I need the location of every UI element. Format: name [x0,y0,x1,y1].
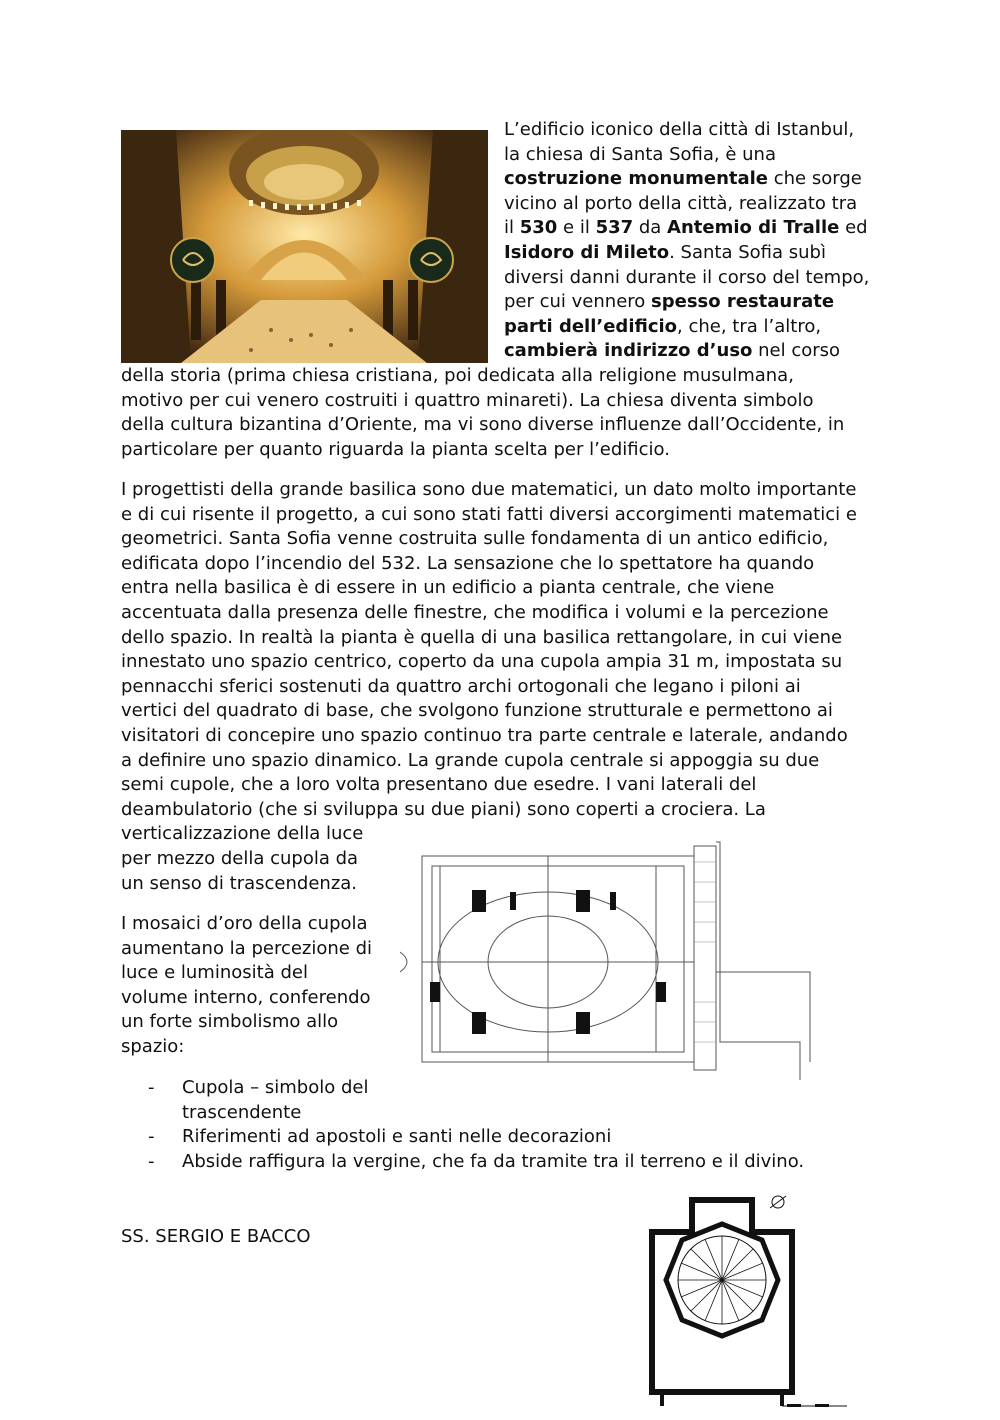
bold-text: cambierà indirizzo d’uso [504,340,753,362]
paragraph-line: semi cupole, che a loro volta presentano due esedre. I vani laterali del [121,774,757,796]
paragraph-line: dello spazio. In realtà la pianta è quella di una basilica rettangolare, in cui viene [121,626,843,648]
text-run: da [633,217,668,239]
bullet-item [148,1150,804,1175]
text-run: della storia (prima chiesa cristiana, poi dedicata alla religione musulmana, [121,364,794,386]
intro-line [121,118,881,143]
intro-line [121,364,881,389]
intro-line [121,339,881,364]
paragraph-line: geometrici. Santa Sofia venne costruita sulle fondamenta di un antico edificio, [121,528,829,550]
text-run: il [504,217,520,239]
text-run: e il [557,217,596,239]
bullet-item [148,1076,804,1125]
paragraph-line: deambulatorio (che si sviluppa su due piani) sono coperti a crociera. La [121,798,766,820]
bullet-text: Cupola – simbolo del [182,1077,369,1098]
paragraph-line: un forte simbolismo allo [121,1011,339,1033]
paragraph-line: visitatori di concepire uno spazio continuo tra parte centrale e laterale, andando [121,724,848,746]
text-run: che sorge [768,168,862,190]
paragraph-line: per mezzo della cupola da [121,847,359,869]
bold-text: Isidoro di Mileto [504,241,670,263]
bullet-dash: - [148,1126,155,1148]
text-run: nel corso [752,340,841,362]
text-run: per cui vennero [504,291,652,313]
intro-line [121,266,881,291]
bullet-text: trascendente [182,1101,302,1123]
bullet-dash: - [148,1150,155,1172]
text-run: . Santa Sofia subì [669,241,826,263]
paragraph-line: volume interno, conferendo [121,986,371,1008]
bold-text: costruzione monumentale [504,168,769,190]
bullet-list [148,1076,804,1174]
paragraph-line: luce e luminosità del [121,962,308,984]
text-run: della cultura bizantina d’Oriente, ma vi sono diverse influenze dall’Occidente, in [121,414,845,436]
paragraph-line: verticalizzazione della luce [121,823,364,845]
intro-line [121,413,881,438]
intro-line [121,216,881,241]
bold-text: 537 [595,217,634,239]
bold-text: 530 [519,217,558,239]
paragraph-line: innestato uno spazio centrico, coperto da una cupola ampia 31 m, impostata su [121,651,843,673]
paragraph-line: I progettisti della grande basilica sono due matematici, un dato molto importante [121,479,857,500]
bold-text: spesso restaurate [651,291,835,313]
bullet-item [148,1125,804,1150]
bold-text: parti dell’edificio [504,315,678,337]
bold-text: Antemio di Tralle [667,217,840,239]
paragraph-line: vertici del quadrato di base, che svolgono funzione strutturale e permettono ai [121,700,833,722]
text-run: vicino al porto della città, realizzato tra [504,192,858,214]
octagonal-plan-drawing [632,1192,852,1412]
text-run: diversi danni durante il corso del tempo, [504,266,870,288]
intro-line [121,192,881,217]
hagia-sophia-floor-plan [400,832,832,1080]
intro-line [121,389,881,414]
text-run: motivo per cui venero costruiti i quattro minareti). La chiesa diventa simbolo [121,389,814,411]
intro-paragraph [121,118,881,462]
ss-sergio-e-bacco-floor-plan [632,1192,852,1412]
paragraph-line: I mosaici d’oro della cupola [121,913,368,934]
section-heading: SS. SERGIO E BACCO [121,1226,311,1247]
floor-plan-drawing [400,832,832,1080]
intro-line [121,290,881,315]
paragraph-line: accentuata dalla presenza delle finestre, che modifica i volumi e la percezione [121,601,829,623]
paragraph-line: edificata dopo l’incendio del 532. La sensazione che lo spettatore ha quando [121,552,815,574]
intro-line [121,143,881,168]
paragraph-line: a definire uno spazio dinamico. La grande cupola centrale si appoggia su due [121,749,820,771]
paragraph-line: pennacchi sferici sostenuti da quattro archi ortogonali che legano i piloni ai [121,675,801,697]
bullet-text: Riferimenti ad apostoli e santi nelle decorazioni [182,1126,612,1148]
paragraph-line: aumentano la percezione di [121,937,373,959]
bullet-dash: - [148,1077,155,1098]
text-run: ed [839,217,868,239]
paragraph-line: entra nella basilica è di essere in un edificio a pianta centrale, che viene [121,577,775,599]
intro-line [121,315,881,340]
paragraph-line: spazio: [121,1035,185,1057]
text-run: particolare per quanto riguarda la pianta scelta per l’edificio. [121,438,670,460]
paragraph-line: e di cui risente il progetto, a cui sono stati fatti diversi accorgimenti matematici e [121,503,857,525]
text-run: , che, tra l’altro, [677,315,822,337]
body-paragraph-3 [121,912,391,1060]
paragraph-line: un senso di trascendenza. [121,872,358,894]
text-run: la chiesa di Santa Sofia, è una [504,143,776,165]
intro-line [121,167,881,192]
intro-line [121,241,881,266]
intro-line [121,438,881,463]
bullet-text: Abside raffigura la vergine, che fa da tramite tra il terreno e il divino. [182,1150,805,1172]
text-run: L’edificio iconico della città di Istanbul, [504,119,855,140]
